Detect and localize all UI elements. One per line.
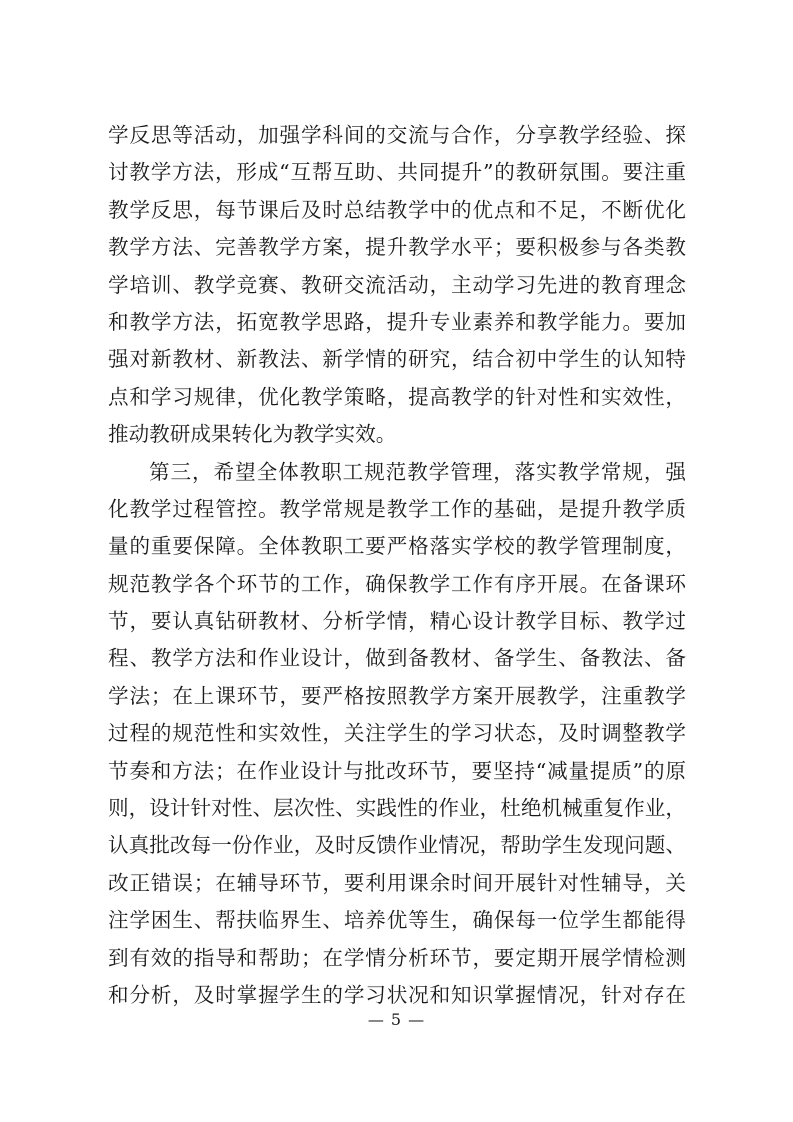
text-line: 节，要认真钻研教材、分析学情，精心设计教学目标、教学过 (108, 609, 686, 634)
text-line: 学法；在上课环节，要严格按照教学方案开展教学，注重教学 (108, 683, 686, 708)
text-line: 教学反思，每节课后及时总结教学中的优点和不足，不断优化 (108, 197, 686, 222)
text-line: 量的重要保障。全体教职工要严格落实学校的教学管理制度， (108, 534, 686, 559)
text-line: 教学方法、完善教学方案，提升教学水平；要积极参与各类教 (108, 235, 686, 260)
document-body (108, 117, 686, 1014)
page-number: — 5 — (367, 1010, 426, 1029)
text-line: 到有效的指导和帮助；在学情分析环节，要定期开展学情检测 (108, 945, 686, 970)
text-line: 学反思等活动，加强学科间的交流与合作，分享教学经验、探 (108, 123, 686, 147)
text-line: 化教学过程管控。教学常规是教学工作的基础，是提升教学质 (108, 496, 686, 521)
text-line: 和分析，及时掌握学生的学习状况和知识掌握情况，针对存在 (108, 982, 686, 1007)
text-line: 点和学习规律，优化教学策略，提高教学的针对性和实效性， (108, 384, 686, 409)
text-line: 和教学方法，拓宽教学思路，提升专业素养和教学能力。要加 (108, 309, 686, 334)
text-line: 改正错误；在辅导环节，要利用课余时间开展针对性辅导，关 (108, 870, 686, 895)
paragraph-end-line: 推动教研成果转化为教学实效。 (108, 422, 397, 447)
text-line: 规范教学各个环节的工作，确保教学工作有序开展。在备课环 (108, 571, 686, 596)
text-line: 注学困生、帮扶临界生、培养优等生，确保每一位学生都能得 (108, 908, 686, 933)
text-line: 则，设计针对性、层次性、实践性的作业，杜绝机械重复作业， (108, 796, 686, 821)
text-line: 节奏和方法；在作业设计与批改环节，要坚持“减量提质”的原 (108, 758, 686, 783)
text-line: 讨教学方法，形成“互帮互助、共同提升”的教研氛围。要注重 (108, 160, 686, 185)
text-line: 强对新教材、新教法、新学情的研究，结合初中学生的认知特 (108, 347, 686, 372)
text-line: 程、教学方法和作业设计，做到备教材、备学生、备教法、备 (108, 646, 686, 671)
text-line: 过程的规范性和实效性，关注学生的学习状态，及时调整教学 (108, 721, 686, 746)
paragraph-start-line: 第三，希望全体教职工规范教学管理，落实教学常规，强 (149, 459, 686, 484)
text-line: 学培训、教学竞赛、教研交流活动，主动学习先进的教育理念 (108, 272, 686, 297)
text-line: 认真批改每一份作业，及时反馈作业情况，帮助学生发现问题、 (108, 833, 686, 858)
